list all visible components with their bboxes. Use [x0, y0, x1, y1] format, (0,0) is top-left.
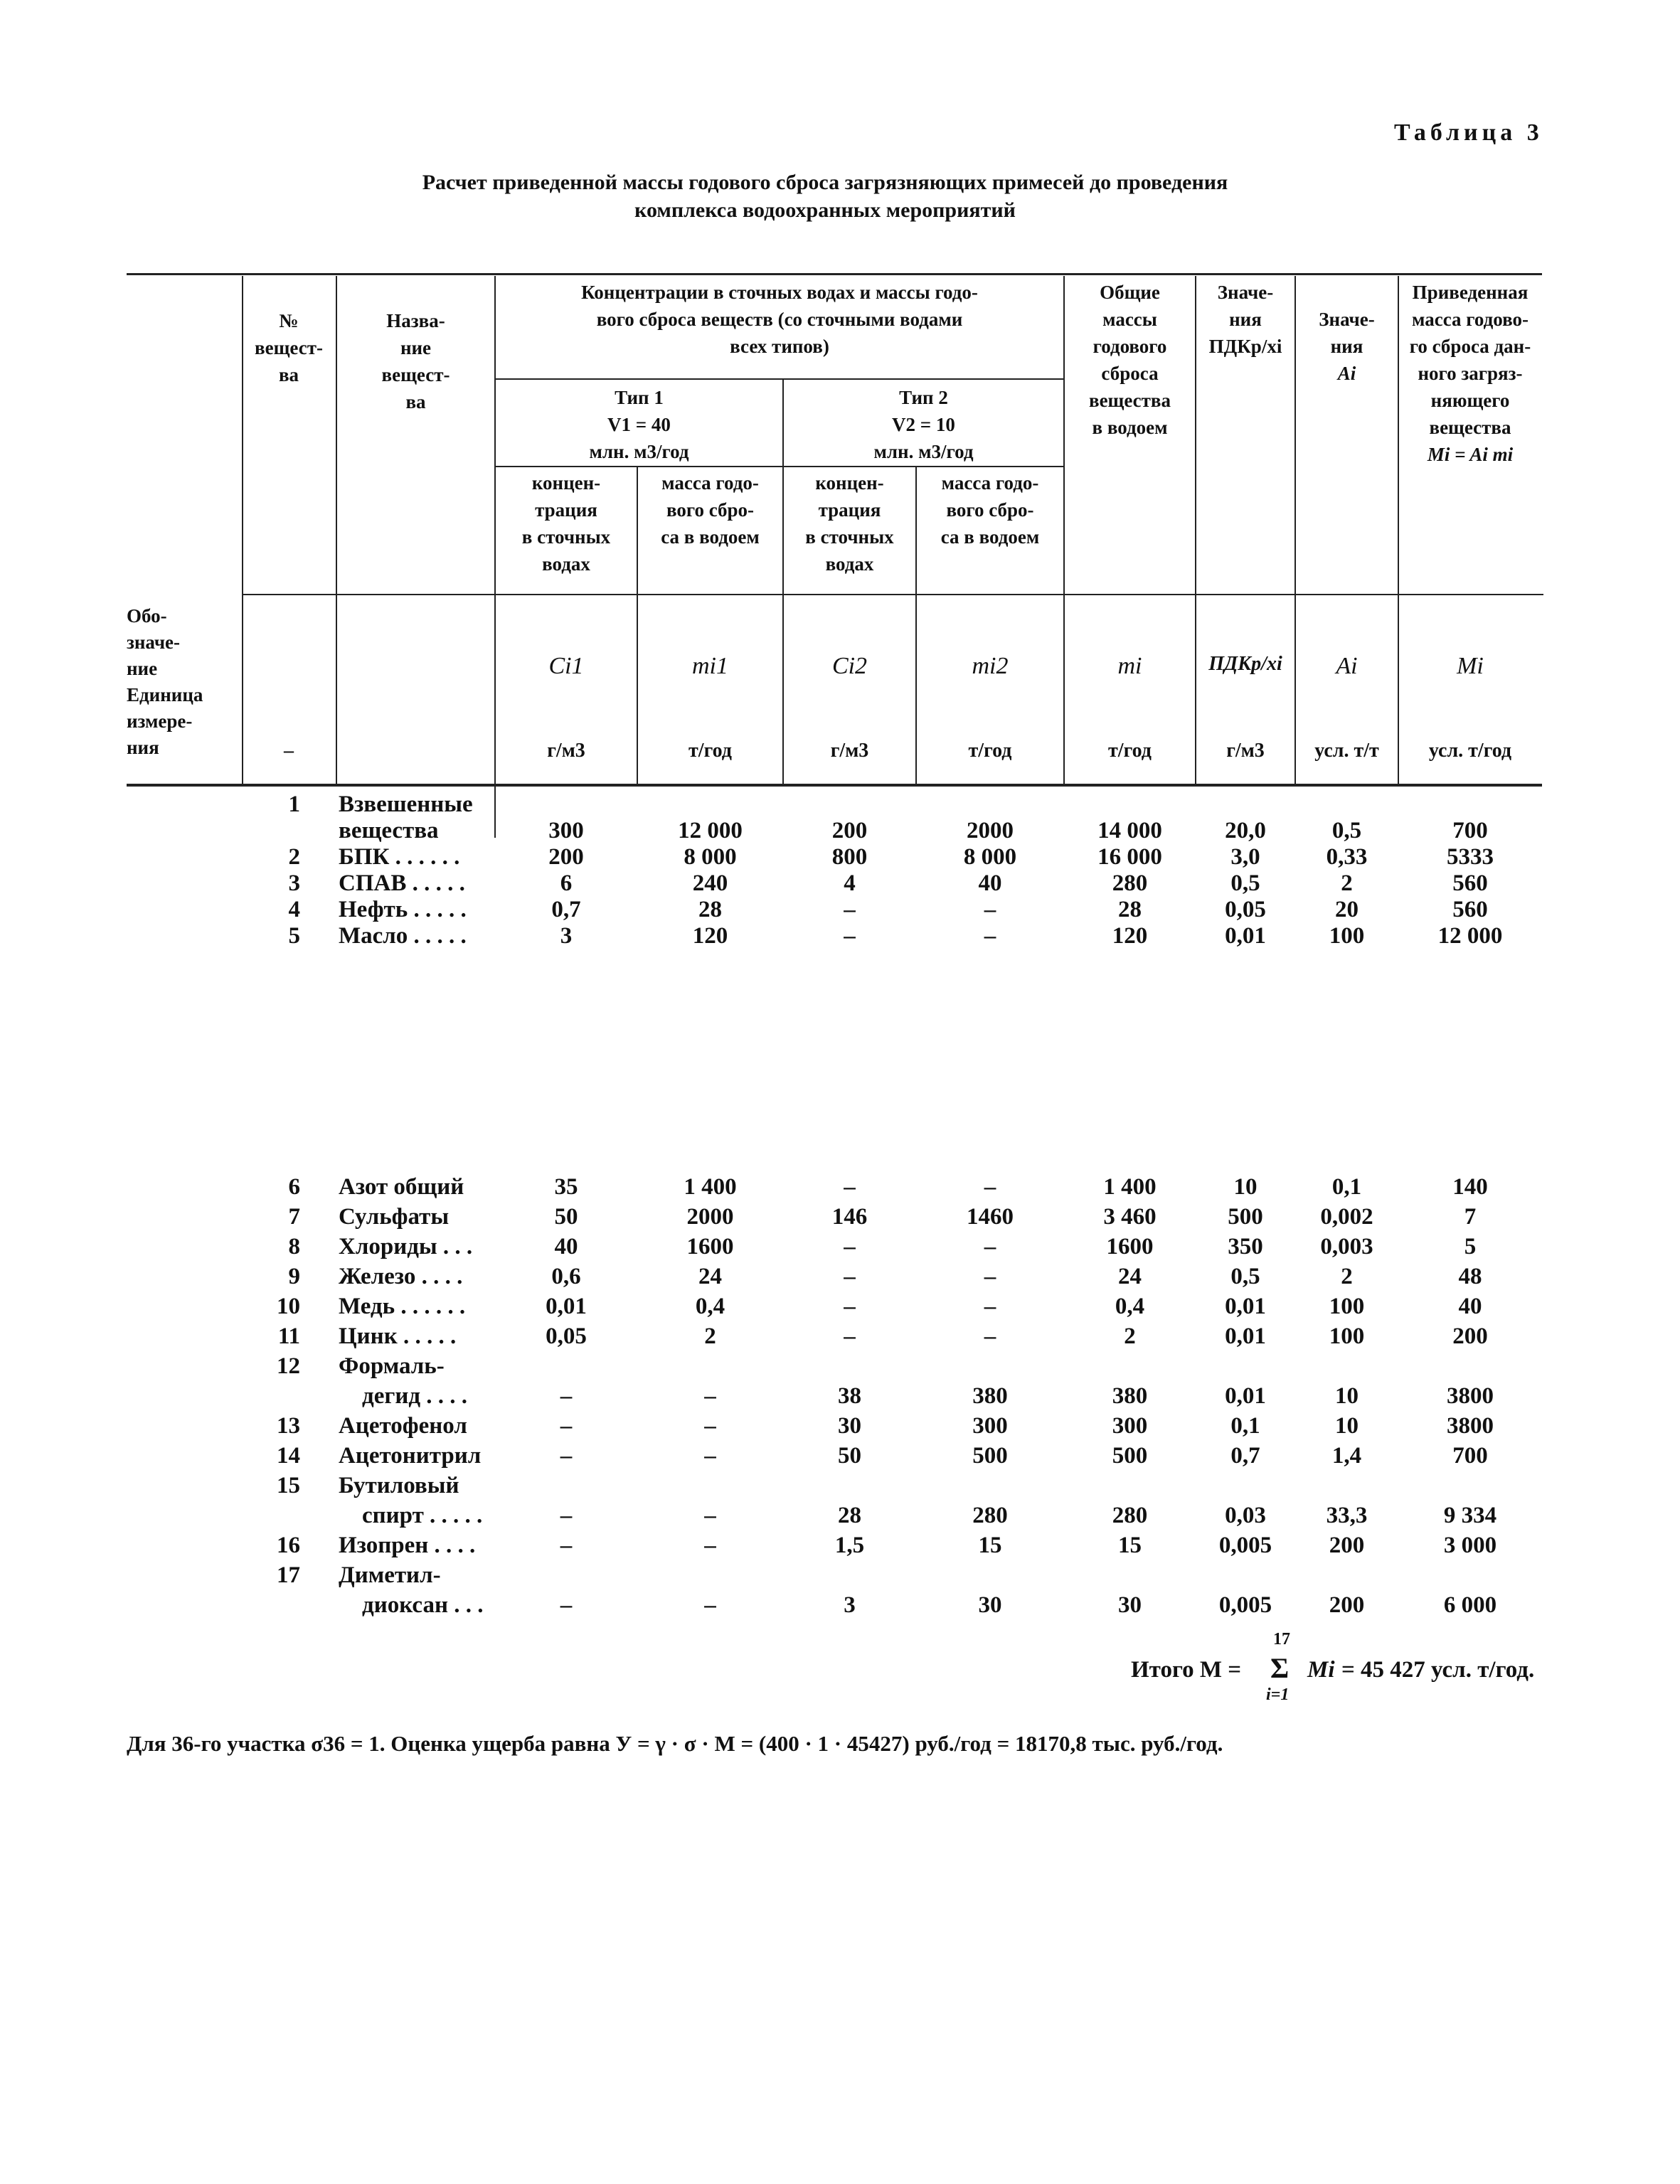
cell-pdk: 0,03 [1225, 1503, 1266, 1528]
cell-ai: 100 [1329, 1323, 1365, 1349]
cell-pdk: 0,01 [1225, 1294, 1266, 1319]
total-sum-top: 17 [1273, 1630, 1290, 1648]
row-number: 1 [288, 792, 300, 817]
symbol-mi: mi [1117, 653, 1142, 679]
cell-c1: 3 [560, 923, 573, 949]
cell-m1: 1600 [686, 1234, 734, 1259]
header-bottom-rule [242, 594, 1543, 595]
symbol-pdk: ПДКр/хi [1208, 653, 1282, 675]
unit-ci2: г/м3 [830, 740, 869, 762]
cell-c2: – [844, 1294, 856, 1319]
table-title-line-1: Расчет приведенной массы годового сброса загрязняющих примесей до проведения [422, 171, 1228, 194]
table-data-rule [127, 784, 1542, 787]
row-number: 15 [277, 1473, 300, 1498]
cell-c2: 4 [844, 870, 856, 896]
cell-m1: 2 [704, 1323, 716, 1349]
cell-mi: 28 [1118, 897, 1142, 922]
cell-m2: 8 000 [963, 844, 1017, 870]
cell-m1: 28 [698, 897, 722, 922]
cell-c1: 0,05 [546, 1323, 587, 1349]
cell-c1: 0,7 [551, 897, 581, 922]
substance-name: БПК . . . . . . [339, 844, 460, 870]
total-sum-sign: Σ [1270, 1652, 1290, 1684]
cell-ai: 100 [1329, 1294, 1365, 1319]
cell-c2: 200 [831, 818, 868, 843]
substance-name: Изопрен . . . . [339, 1533, 476, 1558]
cell-pdk: 0,5 [1230, 1264, 1260, 1289]
cell-m1: 24 [698, 1264, 722, 1289]
cell-ai: 2 [1341, 870, 1353, 896]
cell-pdk: 0,7 [1230, 1443, 1260, 1469]
cell-m1: 0,4 [695, 1294, 725, 1319]
substance-name: Формаль- [339, 1353, 445, 1379]
cell-mi: 1600 [1106, 1234, 1154, 1259]
total-sum-bottom: i=1 [1266, 1685, 1290, 1704]
substance-name: диоксан . . . [339, 1592, 484, 1618]
substance-name: дегид . . . . [339, 1383, 468, 1409]
substance-name: Взвешенные [339, 792, 473, 817]
cell-m1: 240 [692, 870, 728, 896]
cell-m2: 300 [972, 1413, 1008, 1439]
substance-name: Азот общий [339, 1174, 464, 1200]
row-number: 17 [277, 1562, 300, 1588]
cell-c2: 28 [838, 1503, 861, 1528]
cell-mi: 2 [1124, 1323, 1136, 1349]
cell-ai: 10 [1335, 1413, 1359, 1439]
cell-c2: – [844, 1174, 856, 1200]
unit-pdk: г/м3 [1226, 740, 1265, 762]
cell-m1: 8 000 [684, 844, 737, 870]
substance-name: Диметил- [339, 1562, 441, 1588]
header-reduced-mass: Приведенная масса годово- го сброса дан- ного загряз- няющего вещества Mi = Ai mi [1409, 282, 1531, 465]
header-concentration-group: Концентрации в сточных водах и массы годо- вого сброса веществ (со сточными водами всех типов) [581, 282, 978, 357]
cell-c2: 800 [831, 844, 868, 870]
cell-m1: 12 000 [678, 818, 743, 843]
cell-ai: 200 [1329, 1533, 1365, 1558]
cell-c2: 3 [844, 1592, 856, 1618]
symbol-ci2: Ci2 [831, 653, 868, 679]
cell-c2: – [844, 897, 856, 922]
total-prefix: Итого M = [1131, 1657, 1242, 1683]
cell-ai: 1,4 [1331, 1443, 1362, 1469]
cell-mi: 280 [1112, 1503, 1148, 1528]
header-pdk: Значе- ния ПДКр/хi [1208, 282, 1282, 357]
cell-pdk: 0,005 [1218, 1592, 1272, 1618]
row-number: 9 [288, 1264, 300, 1289]
header-total-mass: Общие массы годового сброса вещества в водоем [1088, 282, 1171, 438]
substance-name: СПАВ . . . . . [339, 870, 465, 896]
cell-m2: 380 [972, 1383, 1008, 1409]
cell-c1: – [560, 1383, 573, 1409]
cell-ai: 0,1 [1331, 1174, 1362, 1200]
cell-c2: – [844, 1264, 856, 1289]
cell-m1: – [704, 1503, 716, 1528]
header-conc-type-2: концен- трация в сточных водах [805, 472, 894, 575]
designation-dash: – [284, 740, 294, 762]
cell-c1: 40 [554, 1234, 578, 1259]
cell-c1: 300 [548, 818, 584, 843]
cell-mi: 30 [1118, 1592, 1142, 1618]
cell-mi: 14 000 [1097, 818, 1162, 843]
cell-mi: 15 [1118, 1533, 1142, 1558]
cell-Mi: 3800 [1447, 1383, 1494, 1409]
cell-m1: 2000 [686, 1204, 734, 1230]
row-number: 16 [277, 1533, 300, 1558]
cell-mi: 280 [1112, 870, 1148, 896]
cell-Mi: 560 [1452, 897, 1488, 922]
row-number: 11 [277, 1323, 300, 1349]
cell-c1: 35 [554, 1174, 578, 1200]
footer-note: Для 36-го участка σ36 = 1. Оценка ущерба равна У = γ · σ · M = (400 · 1 · 45427) руб./год = 18170,8 тыс. руб./год. [127, 1731, 1223, 1756]
cell-pdk: 500 [1228, 1204, 1263, 1230]
cell-pdk: 350 [1228, 1234, 1263, 1259]
substance-name: спирт . . . . . [339, 1503, 483, 1528]
cell-m1: – [704, 1592, 716, 1618]
cell-Mi: 40 [1458, 1294, 1482, 1319]
unit-mi1: т/год [689, 740, 732, 762]
row-number: 8 [288, 1234, 300, 1259]
table-title-line-2: комплекса водоохранных мероприятий [634, 198, 1016, 222]
cell-ai: 2 [1341, 1264, 1353, 1289]
cell-c1: – [560, 1443, 573, 1469]
unit-mi: т/год [1108, 740, 1152, 762]
cell-ai: 0,33 [1326, 844, 1368, 870]
cell-m2: 1460 [967, 1204, 1014, 1230]
cell-c2: 146 [831, 1204, 868, 1230]
substance-name: Бутиловый [339, 1473, 459, 1498]
symbol-ai: Ai [1336, 653, 1358, 679]
cell-mi: 500 [1112, 1443, 1148, 1469]
cell-c2: 50 [838, 1443, 861, 1469]
total-line [1131, 1629, 1558, 1707]
cell-c1: 200 [548, 844, 584, 870]
table-top-rule [127, 273, 1542, 275]
row-number: 4 [288, 897, 300, 922]
cell-pdk: 0,005 [1218, 1533, 1272, 1558]
cell-pdk: 0,01 [1225, 923, 1266, 949]
cell-c2: 38 [838, 1383, 861, 1409]
cell-m2: – [984, 1234, 996, 1259]
total-term: Mi [1307, 1657, 1335, 1683]
cell-Mi: 200 [1452, 1323, 1488, 1349]
cell-Mi: 700 [1452, 1443, 1488, 1469]
cell-Mi: 7 [1464, 1204, 1477, 1230]
header-type-1: Тип 1 V1 = 40 млн. м3/год [589, 387, 689, 462]
unit-mi2: т/год [968, 740, 1012, 762]
type-header-rule [494, 466, 1063, 467]
cell-pdk: 3,0 [1230, 844, 1260, 870]
cell-m2: 500 [972, 1443, 1008, 1469]
cell-m2: – [984, 1323, 996, 1349]
cell-c1: 50 [554, 1204, 578, 1230]
row-number: 2 [288, 844, 300, 870]
symbol-mi2: mi2 [972, 653, 1009, 679]
cell-pdk: 0,5 [1230, 870, 1260, 896]
unit-ai: усл. т/т [1314, 740, 1379, 762]
unit-Mi: усл. т/год [1428, 740, 1512, 762]
cell-c2: – [844, 1323, 856, 1349]
cell-Mi: 560 [1452, 870, 1488, 896]
cell-c1: – [560, 1592, 573, 1618]
cell-mi: 120 [1112, 923, 1148, 949]
unit-ci1: г/м3 [547, 740, 585, 762]
header-mass-type-1: масса годо- вого сбро- са в водоем [661, 472, 760, 548]
cell-c1: – [560, 1503, 573, 1528]
cell-m2: 30 [978, 1592, 1002, 1618]
cell-ai: 100 [1329, 923, 1365, 949]
substance-name: Ацетонитрил [339, 1443, 482, 1469]
cell-m2: – [984, 923, 996, 949]
substance-name: Ацетофенол [339, 1413, 467, 1439]
cell-c2: – [844, 923, 856, 949]
total-value: = 45 427 усл. т/год. [1341, 1657, 1535, 1683]
cell-c2: 1,5 [834, 1533, 865, 1558]
cell-m2: – [984, 1174, 996, 1200]
cell-m2: 2000 [967, 818, 1014, 843]
cell-m1: – [704, 1533, 716, 1558]
cell-c2: – [844, 1234, 856, 1259]
header-ai: Значе- ния Ai [1319, 309, 1375, 384]
cell-mi: 0,4 [1115, 1294, 1145, 1319]
cell-m1: 1 400 [684, 1174, 737, 1200]
substance-name: Нефть . . . . . [339, 897, 467, 922]
cell-ai: 33,3 [1326, 1503, 1368, 1528]
group-header-rule [494, 378, 1063, 380]
substance-name: Масло . . . . . [339, 923, 467, 949]
cell-pdk: 20,0 [1225, 818, 1266, 843]
symbol-mi1: mi1 [692, 653, 728, 679]
row-number: 10 [277, 1294, 300, 1319]
cell-m2: 15 [978, 1533, 1002, 1558]
symbol-ci1: Ci1 [548, 653, 584, 679]
cell-ai: 200 [1329, 1592, 1365, 1618]
substance-name: Сульфаты [339, 1204, 450, 1230]
substance-name: Железо . . . . [339, 1264, 463, 1289]
cell-pdk: 10 [1233, 1174, 1258, 1200]
substance-name: Медь . . . . . . [339, 1294, 466, 1319]
header-number: № вещест- ва [255, 310, 323, 385]
cell-mi: 300 [1112, 1413, 1148, 1439]
cell-m2: – [984, 1264, 996, 1289]
cell-Mi: 3800 [1447, 1413, 1494, 1439]
row-number: 12 [277, 1353, 300, 1379]
cell-m1: 120 [692, 923, 728, 949]
row-number: 13 [277, 1413, 300, 1439]
cell-m2: 280 [972, 1503, 1008, 1528]
cell-Mi: 3 000 [1443, 1533, 1497, 1558]
cell-pdk: 0,01 [1225, 1383, 1266, 1409]
row-number: 5 [288, 923, 300, 949]
cell-Mi: 700 [1452, 818, 1488, 843]
substance-name: Цинк . . . . . [339, 1323, 457, 1349]
cell-mi: 24 [1118, 1264, 1142, 1289]
cell-c2: 30 [838, 1413, 861, 1439]
designation-label: Обо- значе- ние Единица измере- ния [127, 605, 203, 758]
cell-Mi: 9 334 [1443, 1503, 1497, 1528]
cell-Mi: 140 [1452, 1174, 1488, 1200]
header-name: Назва- ние вещест- ва [381, 310, 450, 412]
cell-m2: – [984, 1294, 996, 1319]
cell-m1: – [704, 1413, 716, 1439]
cell-pdk: 0,1 [1230, 1413, 1260, 1439]
symbol-Mi: Mi [1457, 653, 1484, 679]
cell-c1: – [560, 1413, 573, 1439]
cell-ai: 10 [1335, 1383, 1359, 1409]
cell-mi: 16 000 [1097, 844, 1162, 870]
cell-Mi: 5333 [1447, 844, 1494, 870]
cell-ai: 20 [1335, 897, 1359, 922]
cell-mi: 1 400 [1103, 1174, 1157, 1200]
cell-ai: 0,002 [1320, 1204, 1373, 1230]
cell-m1: – [704, 1443, 716, 1469]
cell-pdk: 0,05 [1225, 897, 1266, 922]
cell-pdk: 0,01 [1225, 1323, 1266, 1349]
row-number: 14 [277, 1443, 300, 1469]
substance-name: вещества [339, 818, 439, 843]
header-type-2: Тип 2 V2 = 10 млн. м3/год [873, 387, 974, 462]
cell-Mi: 12 000 [1437, 923, 1503, 949]
cell-m1: – [704, 1383, 716, 1409]
cell-ai: 0,5 [1331, 818, 1362, 843]
substance-name: Хлориды . . . [339, 1234, 473, 1259]
row-number: 7 [288, 1204, 300, 1230]
cell-Mi: 5 [1464, 1234, 1477, 1259]
cell-m2: – [984, 897, 996, 922]
cell-m2: 40 [978, 870, 1002, 896]
cell-c1: 0,01 [546, 1294, 587, 1319]
cell-Mi: 6 000 [1443, 1592, 1497, 1618]
cell-c1: 6 [560, 870, 573, 896]
cell-c1: – [560, 1533, 573, 1558]
header-conc-type-1: концен- трация в сточных водах [521, 472, 611, 575]
table-label: Таблица 3 [1394, 119, 1543, 146]
row-number: 6 [288, 1174, 300, 1200]
header-mass-type-2: масса годо- вого сбро- са в водоем [940, 472, 1040, 548]
cell-ai: 0,003 [1320, 1234, 1373, 1259]
cell-c1: 0,6 [551, 1264, 581, 1289]
row-number: 3 [288, 870, 300, 896]
cell-mi: 3 460 [1103, 1204, 1157, 1230]
cell-Mi: 48 [1458, 1264, 1482, 1289]
cell-mi: 380 [1112, 1383, 1148, 1409]
